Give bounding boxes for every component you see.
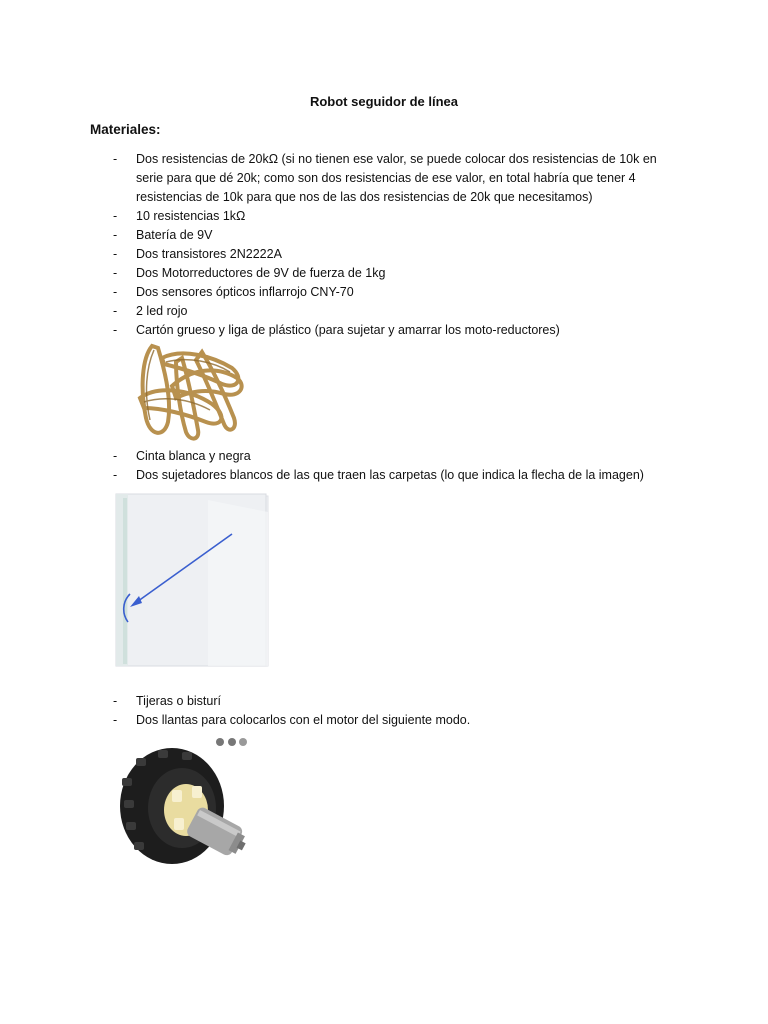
wheel-motor-image [112, 738, 252, 878]
bullet-dash: - [113, 152, 118, 166]
list-item-text: 2 led rojo [136, 304, 188, 318]
bullet-dash: - [113, 713, 118, 727]
list-item-text: 10 resistencias 1kΩ [136, 209, 246, 223]
bullet-dash: - [113, 228, 118, 242]
bullet-dash: - [113, 304, 118, 318]
list-item-text: Dos sujetadores blancos de las que traen las carpetas (lo que indica la flecha de la imagen) [136, 468, 644, 482]
bullet-dash: - [113, 209, 118, 223]
list-item-text: Batería de 9V [136, 228, 213, 242]
materials-heading: Materiales: [90, 122, 161, 137]
bullet-dash: - [113, 449, 118, 463]
bullet-dash: - [113, 285, 118, 299]
list-item [113, 150, 673, 207]
bullet-dash: - [113, 247, 118, 261]
list-item-text: Dos transistores 2N2222A [136, 247, 282, 261]
document-title: Robot seguidor de línea [309, 94, 459, 109]
bullet-dash: - [113, 468, 118, 482]
list-item-text: Cinta blanca y negra [136, 449, 251, 463]
list-item-text: Dos resistencias de 20kΩ (si no tienen ese valor, se puede colocar dos resistencias de 10k en serie para que dé 20k; como son dos resistencias de ese valor, en total habría que tener 4 resistencias de 10k para que nos de las dos resistencias de 20k que necesitamos) [136, 152, 657, 204]
list-item-text: Cartón grueso y liga de plástico (para sujetar y amarrar los moto-reductores) [136, 323, 560, 337]
bullet-dash: - [113, 323, 118, 337]
folder-clip-image [112, 490, 270, 668]
bullet-dash: - [113, 694, 118, 708]
list-item-text: Dos Motorreductores de 9V de fuerza de 1kg [136, 266, 386, 280]
list-item-text: Dos llantas para colocarlos con el motor del siguiente modo. [136, 713, 471, 727]
list-item-text: Tijeras o bisturí [136, 694, 221, 708]
rubber-bands-image [132, 338, 252, 444]
list-item-text: Dos sensores ópticos inflarrojo CNY-70 [136, 285, 354, 299]
bullet-dash: - [113, 266, 118, 280]
